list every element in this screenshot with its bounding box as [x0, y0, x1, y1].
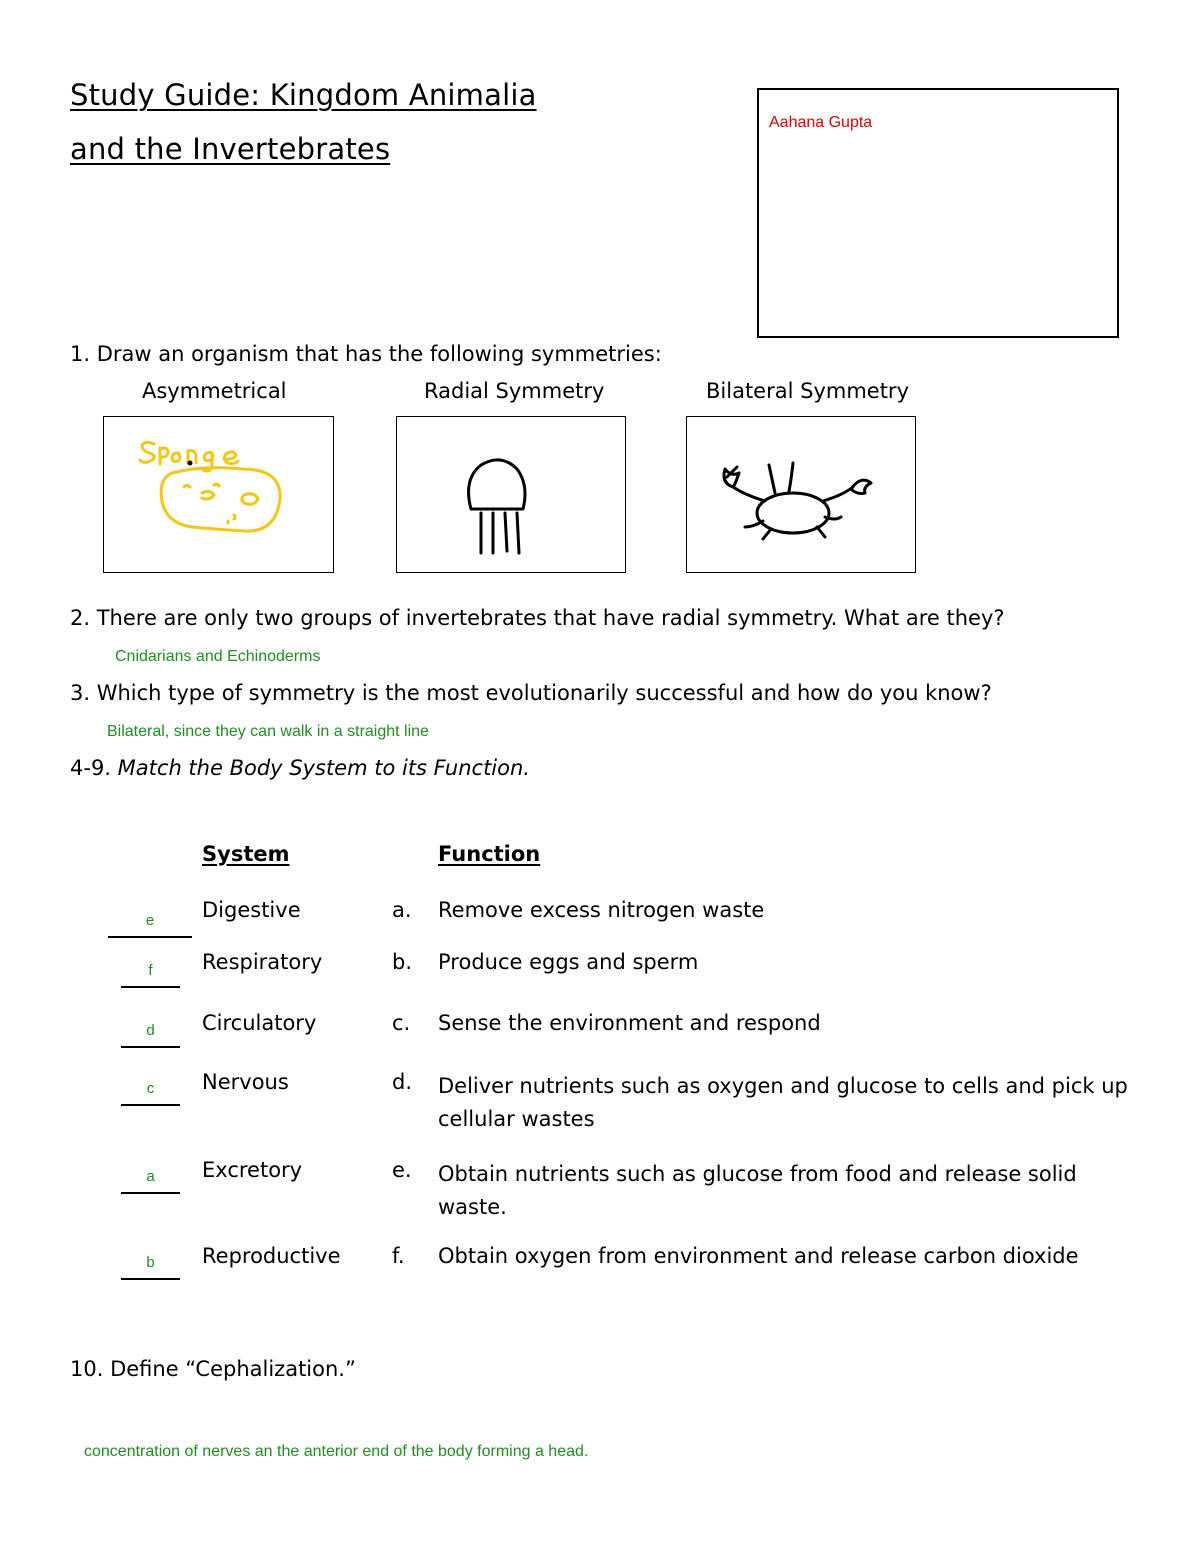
drawing-box-bilateral[interactable]: [686, 416, 916, 573]
crab-drawing: [687, 417, 915, 572]
answer-blank-9[interactable]: [121, 1252, 180, 1280]
question-4-9-prefix: 4-9.: [70, 756, 111, 780]
answer-blank-7[interactable]: [121, 1078, 180, 1106]
function-c: Sense the environment and respond: [438, 1011, 821, 1035]
answer-blank-4[interactable]: [108, 910, 192, 938]
label-radial: Radial Symmetry: [424, 379, 605, 403]
title-line-1: Study Guide: Kingdom Animalia: [70, 78, 537, 112]
system-excretory: Excretory: [202, 1158, 303, 1182]
drawing-box-radial[interactable]: [396, 416, 626, 573]
system-respiratory: Respiratory: [202, 950, 323, 974]
function-letter-d: d.: [392, 1070, 413, 1094]
answer-blank-6[interactable]: [121, 1020, 180, 1048]
label-bilateral: Bilateral Symmetry: [706, 379, 909, 403]
jellyfish-drawing: [397, 417, 625, 572]
answer-9: b: [146, 1254, 155, 1271]
function-letter-b: b.: [392, 950, 413, 974]
function-letter-f: f.: [392, 1244, 405, 1268]
answer-7: c: [146, 1080, 155, 1097]
drawing-box-asymmetrical[interactable]: [103, 416, 334, 573]
function-letter-e: e.: [392, 1158, 412, 1182]
function-header: Function: [438, 842, 541, 866]
function-e: Obtain nutrients such as glucose from food and release solid waste.: [438, 1162, 1077, 1219]
answer-blank-5[interactable]: [121, 960, 180, 988]
answer-5: f: [148, 962, 153, 979]
function-letter-c: c.: [392, 1011, 411, 1035]
question-10-answer[interactable]: concentration of nerves an the anterior end of the body forming a head.: [84, 1443, 589, 1460]
answer-6: d: [146, 1022, 155, 1039]
answer-4: e: [145, 912, 155, 929]
label-asymmetrical: Asymmetrical: [142, 379, 287, 403]
question-1-prompt: 1. Draw an organism that has the following symmetries:: [70, 342, 662, 366]
question-2-answer[interactable]: Cnidarians and Echinoderms: [115, 648, 321, 665]
question-4-9-instruction: Match the Body System to its Function.: [117, 756, 530, 780]
function-b: Produce eggs and sperm: [438, 950, 699, 974]
question-3-answer[interactable]: Bilateral, since they can walk in a straight line: [107, 723, 429, 740]
sponge-drawing: [104, 417, 333, 572]
function-d: Deliver nutrients such as oxygen and glucose to cells and pick up cellular wastes: [438, 1074, 1128, 1131]
question-2-prompt: 2. There are only two groups of invertebrates that have radial symmetry. What are they?: [70, 606, 1005, 630]
answer-blank-8[interactable]: [121, 1166, 180, 1194]
system-circulatory: Circulatory: [202, 1011, 317, 1035]
name-box[interactable]: [757, 88, 1119, 338]
question-4-9-prompt: [70, 756, 530, 780]
function-letter-a: a.: [392, 898, 412, 922]
system-nervous: Nervous: [202, 1070, 289, 1094]
student-name: Aahana Gupta: [769, 114, 873, 131]
system-header: System: [202, 842, 290, 866]
system-digestive: Digestive: [202, 898, 301, 922]
function-f: Obtain oxygen from environment and release carbon dioxide: [438, 1244, 1079, 1268]
system-reproductive: Reproductive: [202, 1244, 341, 1268]
question-10-prompt: 10. Define “Cephalization.”: [70, 1357, 356, 1381]
answer-8: a: [146, 1168, 155, 1185]
title-line-2: and the Invertebrates: [70, 132, 391, 166]
question-3-prompt: 3. Which type of symmetry is the most evolutionarily successful and how do you know?: [70, 681, 992, 705]
function-a: Remove excess nitrogen waste: [438, 898, 765, 922]
